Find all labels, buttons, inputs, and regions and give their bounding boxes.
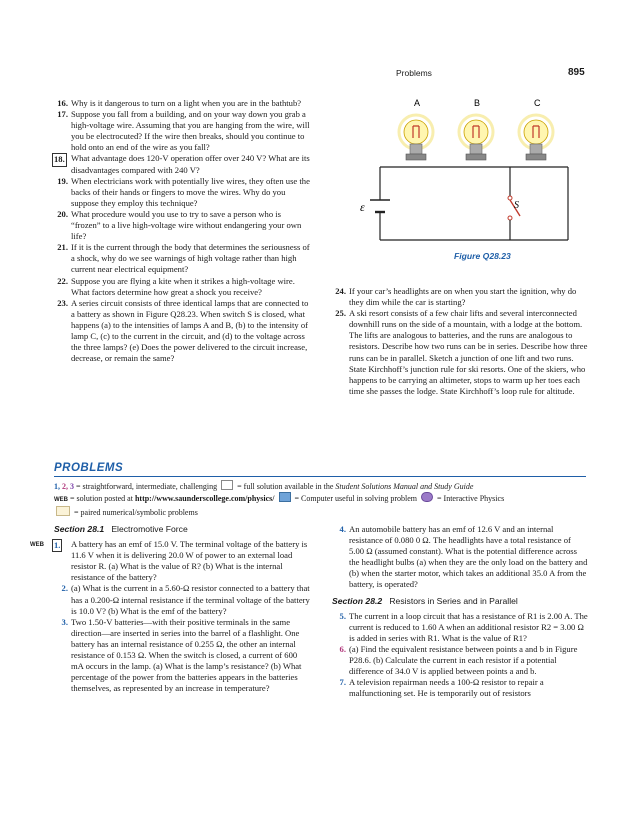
switch-contact-bottom <box>508 216 512 220</box>
switch-label: S <box>514 200 519 211</box>
lamp-c <box>519 115 553 160</box>
lamp-a-label: A <box>414 98 421 108</box>
computer-icon <box>279 492 291 502</box>
question-17: 17. Suppose you fall from a building, and on your way down you grab a high-voltage wire. Assuming that you are hanging from the wire, will you be electrocuted? If the wire then breaks, should you continue to hold onto an end of the wire as you fall? <box>57 109 310 153</box>
page-number: 895 <box>568 67 585 78</box>
question-19: 19. When electricians work with potentially live wires, they often use the backs of their hands or fingers to move the wires. Why do you suppose they employ this technique? <box>57 175 310 208</box>
lamp-b <box>459 115 493 160</box>
questions-right-column <box>332 286 588 397</box>
question-24: 24. If your car’s headlights are on when you start the ignition, why do they dim while the car is starting? <box>335 286 577 308</box>
figure-q28-23 <box>330 92 590 272</box>
problem-6: 6. (a) Find the equivalent resistance between points a and b in Figure P28.6. (b) Calculate the current in each resistor if a potential difference of 34.0 V is applied between points a and b. <box>339 643 578 677</box>
problem-7: 7. A television repairman needs a 100-Ω resistor to repair a malfunctioning set. He is temporarily out of resistors <box>339 677 544 699</box>
question-23: 23. A series circuit consists of three identical lamps that are connected to a battery as shown in Figure Q28.23. When switch S is closed, what happens (a) to the intensities of lamps A and B, (b) to the intensity of lamp C, (c) to the current in the circuit, and (d) to the voltage across the three lamps? (e) Does the power delivered to the circuit increase, decrease, or remain the same? <box>57 297 309 364</box>
switch-contact-top <box>508 196 512 200</box>
running-section-title: Problems <box>396 68 432 78</box>
problems-rule <box>54 476 586 477</box>
question-16: 16. Why is it dangerous to turn on a light when you are in the bathtub? <box>57 98 302 108</box>
interactive-physics-icon <box>421 492 433 502</box>
paired-problem-box-icon <box>56 506 70 516</box>
problems-right-column <box>332 524 588 699</box>
section-28-1-heading: Section 28.1 Electromotive Force <box>54 524 188 534</box>
problem-4: 4. An automobile battery has an emf of 12.6 V and an internal resistance of 0.080 0 Ω. The headlights have a total resistance of 5.00 Ω (assumed constant). What is the potential difference across the headlight bulbs (a) when they are the only load on the battery and (b) when the starter motor, which takes an additional 35.0 A from the battery, is operated? <box>339 524 588 590</box>
section-28-2-heading: Section 28.2 Resistors in Series and in Parallel <box>332 595 518 606</box>
figure-caption: Figure Q28.23 <box>454 251 511 261</box>
question-25: 25. A ski resort consists of a few chair lifts and several interconnected downhill runs on the side of a mountain, with a lodge at the bottom. The lifts are analogous to batteries, and the runs are analogous to resistors. Describe how two runs can be in series. Describe how three runs can be in parallel. Sketch a junction of one lift and two runs. State Kirchhoff’s junction rule for ski resorts. One of the skiers, who happens to be carrying an altimeter, stops to warm up her toes each time she passes the lodge. State Kirchhoff’s loop rule for altitude. <box>335 308 588 396</box>
question-20: 20. What procedure would you use to try to save a person who is “frozen” to a live high-voltage wire without endangering your own life? <box>57 208 302 242</box>
circuit-diagram <box>330 92 590 272</box>
problem-1: WEB 1. A battery has an emf of 15.0 V. The terminal voltage of the battery is 11.6 V when it is delivering 20.0 W of power to an external load resistor R. (a) What is the value of R? (b) What is the internal resistance of the battery? <box>30 539 308 583</box>
problem-5: 5. The current in a loop circuit that has a resistance of R1 is 2.00 A. The current is reduced to 1.60 A when an additional resistor R2 = 3.00 Ω is added in series with R1. What is the value of R1? <box>339 610 588 643</box>
lamp-b-label: B <box>474 98 481 108</box>
question-21: 21. If it is the current through the body that determines the seriousness of a shock, why do we see warnings of high voltage rather than high current near electrical equipment? <box>57 242 310 275</box>
question-22: 22. Suppose you are flying a kite when it strikes a high-voltage wire. What factors determine how great a shock you receive? <box>57 275 295 297</box>
problems-legend: 1, 2, 3 = straightforward, intermediate, challenging = full solution available in the Student Solutions Manual and Study Guide WEB = solution posted at http://www.saunderscollege.com/physics/ = Computer useful in solving problem = Interactive Physics = paired numerical/symbolic problems <box>54 482 505 518</box>
problems-heading: PROBLEMS <box>54 462 124 474</box>
lamp-a <box>399 115 433 160</box>
problems-left-column <box>30 524 310 694</box>
problem-3: 3. Two 1.50-V batteries—with their positive terminals in the same direction—are inserted in series into the barrel of a flashlight. One battery has an internal resistance of 0.255 Ω, the other an internal resistance of 0.153 Ω. When the switch is closed, a current of 600 mA occurs in the lamp. (a) What is the lamp’s resistance? (b) What percentage of the power from the batteries appears in the batteries themselves, as represented by an increase in temperature? <box>61 616 302 694</box>
questions-left-column <box>54 98 310 364</box>
emf-symbol: ε <box>360 200 365 214</box>
full-solution-box-icon <box>221 480 233 490</box>
question-18: 18. What advantage does 120-V operation offer over 240 V? What are its disadvantages compared with 240 V? <box>54 153 310 175</box>
problem-2: 2. (a) What is the current in a 5.60-Ω resistor connected to a battery that has a 0.200-Ω internal resistance if the terminal voltage of the battery is 10.0 V? (b) What is the emf of the battery? <box>61 583 310 616</box>
lamp-c-label: C <box>534 98 541 108</box>
